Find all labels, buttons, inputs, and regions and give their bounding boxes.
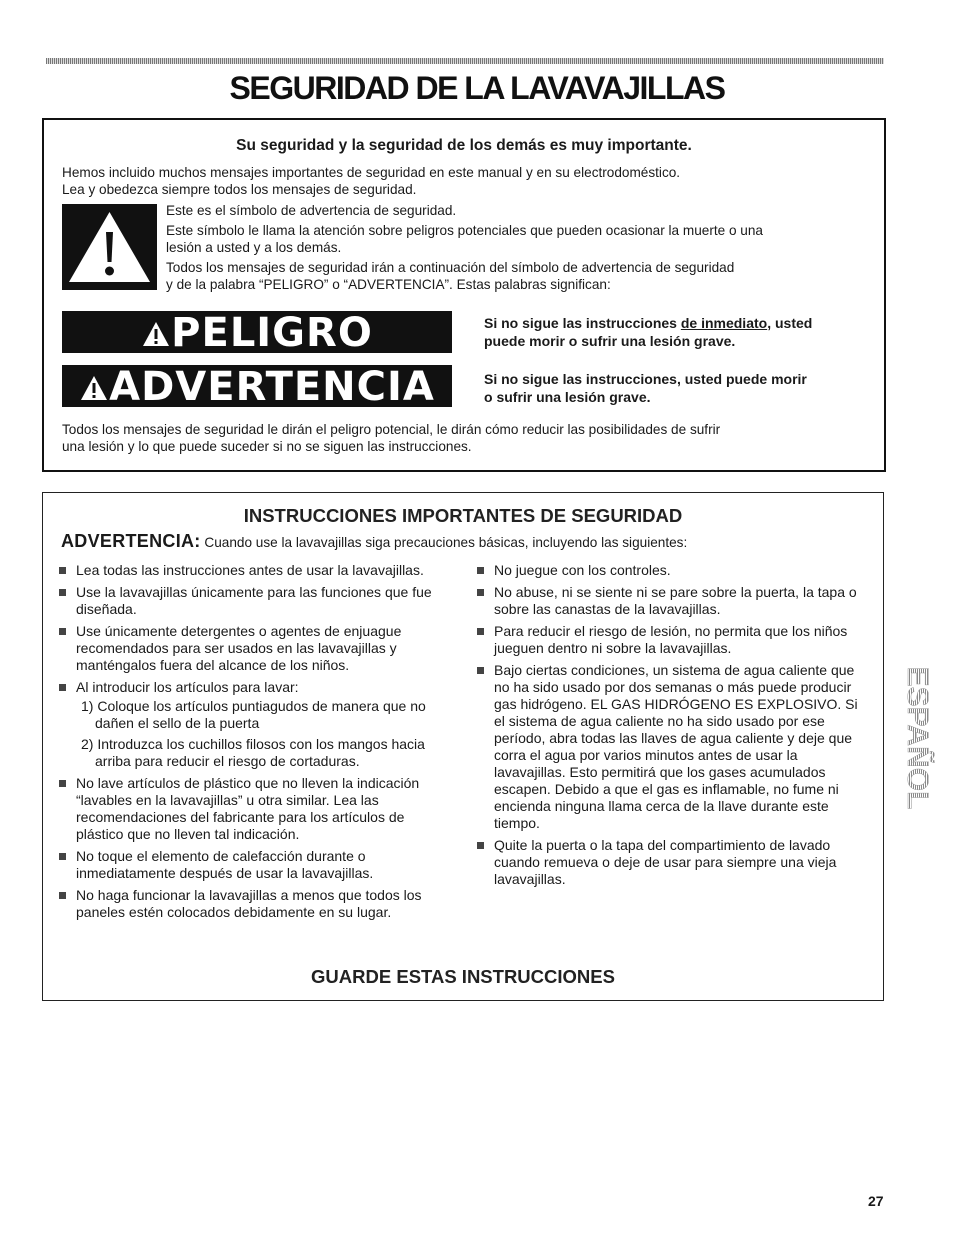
advertencia-description: Si no sigue las instrucciones, usted puede morir o sufrir una lesión grave.	[484, 371, 807, 405]
peligro-banner	[62, 310, 452, 356]
advertencia-label: ADVERTENCIA	[109, 364, 435, 410]
list-item: No abuse, ni se siente ni se pare sobre la puerta, la tapa o sobre las canastas de la lavavajillas.	[477, 584, 869, 618]
list-item: No juegue con los controles.	[477, 562, 869, 579]
warning-word: ADVERTENCIA:	[61, 531, 201, 551]
list-item: Use la lavavajillas únicamente para las funciones que fue diseñada.	[59, 584, 439, 618]
list-item: Al introducir los artículos para lavar:	[59, 679, 439, 696]
instructions-box	[42, 492, 884, 1001]
list-item: Quite la puerta o la tapa del compartimiento de lavado cuando remueva o deje de usar para siempre una vieja lavavajillas.	[477, 837, 869, 888]
safety-notice-box	[42, 118, 886, 472]
numbered-item: 1) Coloque los artículos puntiagudos de manera que no dañen el sello de la puerta	[81, 698, 426, 731]
list-item: Bajo ciertas condiciones, un sistema de agua caliente que no ha sido usado por dos semanas o más puede producir gas hidrógeno. EL GAS HIDRÓGENO ES EXPLOSIVO. Si el sistema de agua caliente no ha sido usado por ese período, abra todas las llaves de agua caliente y deje que corra el agua por varios minutos antes de usar la lavavajillas. Esto permitirá que los gases acumulados escapen. Debido a que el gas es inflamable, no fume ni encienda ninguna llama cerca de la llave durante este tiempo.	[477, 662, 869, 832]
safety-heading: Su seguridad y la seguridad de los demás es muy importante.	[236, 137, 692, 154]
top-rule	[46, 58, 884, 64]
page-number: 27	[868, 1193, 884, 1209]
list-item: No haga funcionar la lavavajillas a menos que todos los paneles estén colocados debidamente en su lugar.	[59, 887, 439, 921]
side-tab-label: ESPAÑOL	[901, 666, 935, 810]
instructions-heading: INSTRUCCIONES IMPORTANTES DE SEGURIDAD	[243, 505, 683, 526]
language-side-tab	[901, 638, 935, 838]
safety-intro: Hemos incluido muchos mensajes importantes de seguridad en este manual y en su electrodoméstico. Lea y obedezca siempre todos los mensajes de seguridad.	[62, 165, 681, 197]
advertencia-banner	[62, 364, 452, 410]
list-item: Use únicamente detergentes o agentes de enjuague recomendados para ser usados en las lavavajillas y manténgalos fuera del alcance de los niños.	[59, 623, 439, 674]
peligro-alert-icon	[141, 320, 171, 348]
list-item: No toque el elemento de calefacción durante o inmediatamente después de usar la lavavajillas.	[59, 848, 439, 882]
save-instructions-footer: GUARDE ESTAS INSTRUCCIONES	[311, 966, 615, 987]
warning-triangle-icon	[62, 204, 157, 290]
list-item: No lave artículos de plástico que no lleven la indicación “lavables en la lavavajillas” u otra similar. Lea las recomendaciones del fabricante para los artículos de plástico que no lleven tal indicación.	[59, 775, 439, 843]
numbered-item: 2) Introduzca los cuchillos filosos con los mangos hacia arriba para reducir el riesgo de cortaduras.	[81, 736, 425, 769]
advertencia-alert-icon	[79, 374, 109, 402]
peligro-label: PELIGRO	[171, 310, 373, 356]
list-item: Para reducir el riesgo de lesión, no permita que los niños jueguen dentro ni sobre la lavavajillas.	[477, 623, 869, 657]
symbol-explanation: Este es el símbolo de advertencia de seguridad. Este símbolo le llama la atención sobre peligros potenciales que pueden ocasionar la muerte o una lesión a usted y a los demás. Todos los mensajes de seguridad irán a continuación del símbolo de advertencia de seguridad y de la palabra “PELIGRO” o “ADVERTENCIA”. Estas palabras significan:	[166, 203, 763, 292]
peligro-description: Si no sigue las instrucciones de inmediato, usted puede morir o sufrir una lesión grave.	[484, 315, 813, 349]
warning-line: ADVERTENCIA: Cuando use la lavavajillas siga precauciones básicas, incluyendo las siguientes:	[61, 531, 688, 551]
page-title: SEGURIDAD DE LA LAVAVAJILLAS	[229, 70, 725, 106]
safety-closing: Todos los mensajes de seguridad le dirán el peligro potencial, le dirán cómo reducir las posibilidades de sufrir una lesión y lo que puede suceder si no se siguen las instrucciones.	[62, 422, 721, 454]
left-column	[59, 562, 439, 926]
list-item: Lea todas las instrucciones antes de usar la lavavajillas.	[59, 562, 439, 579]
right-column	[477, 562, 869, 893]
